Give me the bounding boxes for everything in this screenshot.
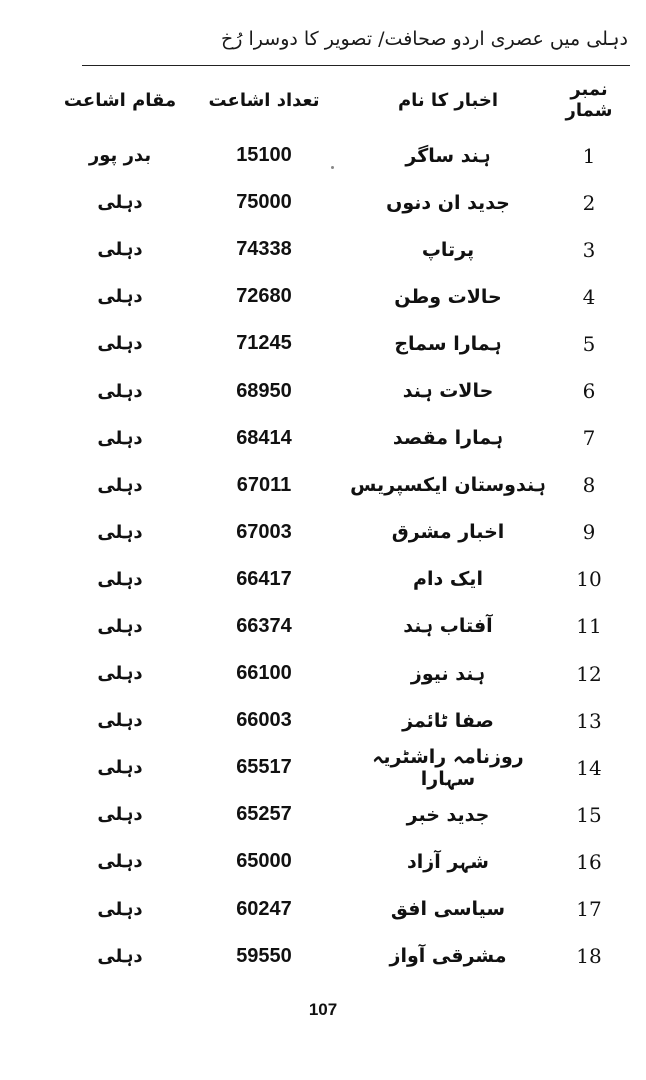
publication-place: دہلی [97, 239, 143, 261]
publication-place: دہلی [97, 710, 143, 732]
table-row [60, 367, 630, 414]
publication-place: دہلی [97, 663, 143, 685]
circulation-value: 15100 [236, 144, 292, 167]
row-number: 11 [576, 614, 602, 639]
newspaper-name: پرتاپ [421, 238, 475, 261]
newspaper-name: صفا ٹائمز [402, 709, 494, 732]
newspaper-name: روزنامہ راشٹریہ سہارا [372, 745, 524, 790]
row-number: 10 [576, 567, 602, 592]
row-number: 3 [582, 237, 596, 262]
table-row [60, 650, 630, 697]
circulation-value: 67003 [236, 520, 292, 543]
newspaper-circulation-table [60, 78, 630, 980]
table-row [60, 462, 630, 509]
publication-place: دہلی [97, 192, 143, 214]
newspaper-name: آفتاب ہند [403, 615, 493, 638]
newspaper-name: ہند نیوز [410, 662, 486, 685]
circulation-value: 68414 [236, 426, 292, 449]
publication-place: دہلی [97, 945, 143, 967]
publication-place: بدر پور [88, 145, 152, 167]
row-number: 1 [582, 143, 596, 168]
newspaper-name: اخبار مشرق [391, 521, 505, 544]
row-number: 2 [582, 190, 596, 215]
page-number: 107 [308, 1000, 338, 1019]
circulation-value: 59550 [236, 944, 292, 967]
table-header-row [60, 78, 630, 122]
table-row [60, 933, 630, 980]
table-row [60, 415, 630, 462]
circulation-value: 66003 [236, 709, 292, 732]
table-row [60, 838, 630, 885]
publication-place: دہلی [97, 615, 143, 637]
circulation-value: 71245 [236, 332, 292, 355]
row-number: 18 [576, 944, 602, 969]
circulation-value: 65517 [236, 756, 292, 779]
row-number: 16 [576, 849, 602, 874]
circulation-value: 66100 [236, 662, 292, 685]
table-row [60, 273, 630, 320]
table-row [60, 744, 630, 791]
circulation-value: 66374 [236, 614, 292, 637]
circulation-value: 60247 [236, 897, 292, 920]
header-place: مقام اشاعت [63, 89, 177, 111]
newspaper-name: مشرقی آواز [389, 945, 507, 968]
circulation-value: 74338 [236, 238, 292, 261]
row-number: 7 [582, 426, 596, 451]
circulation-value: 68950 [236, 379, 292, 402]
publication-place: دہلی [97, 427, 143, 449]
newspaper-name: ہمارا مقصد [392, 427, 504, 450]
publication-place: دہلی [97, 521, 143, 543]
publication-place: دہلی [97, 286, 143, 308]
newspaper-name: ایک دام [413, 568, 483, 591]
header-name: اخبار کا نام [397, 89, 499, 111]
table-row [60, 226, 630, 273]
circulation-value: 66417 [236, 567, 292, 590]
table-row [60, 132, 630, 179]
table-row [60, 603, 630, 650]
table-row [60, 697, 630, 744]
publication-place: دہلی [97, 851, 143, 873]
row-number: 14 [576, 755, 602, 780]
row-number: 15 [576, 802, 602, 827]
table-row [60, 886, 630, 933]
newspaper-name: شہر آزاد [407, 850, 489, 873]
publication-place: دہلی [97, 757, 143, 779]
publication-place: دہلی [97, 474, 143, 496]
circulation-value: 75000 [236, 191, 292, 214]
newspaper-name: ہند ساگر [405, 144, 491, 167]
row-number: 9 [582, 520, 596, 545]
row-number: 12 [576, 661, 602, 686]
circulation-value: 67011 [236, 473, 292, 496]
row-number: 4 [582, 284, 596, 309]
newspaper-name: ہندوستان ایکسپریس [350, 474, 546, 497]
newspaper-name: سیاسی افق [390, 898, 506, 921]
running-head: دہلی میں عصری اردو صحافت/ تصویر کا دوسرا رُخ [221, 28, 628, 50]
circulation-value: 65257 [236, 803, 292, 826]
table-body [60, 132, 630, 980]
row-number: 17 [576, 897, 602, 922]
table-row [60, 556, 630, 603]
row-number: 8 [582, 473, 596, 498]
publication-place: دہلی [97, 804, 143, 826]
newspaper-name: حالات وطن [394, 285, 502, 308]
newspaper-name: ہمارا سماج [394, 332, 502, 355]
table-row [60, 509, 630, 556]
header-circulation: تعداد اشاعت [208, 89, 320, 111]
row-number: 5 [582, 331, 596, 356]
publication-place: دہلی [97, 380, 143, 402]
row-number: 6 [582, 379, 596, 404]
publication-place: دہلی [97, 898, 143, 920]
newspaper-name: حالات ہند [402, 380, 494, 403]
table-row [60, 179, 630, 226]
circulation-value: 65000 [236, 850, 292, 873]
header-rule [82, 65, 630, 66]
newspaper-name: جدید خبر [406, 803, 490, 826]
newspaper-name: جدید ان دنوں [386, 191, 510, 214]
table-row [60, 791, 630, 838]
table-row [60, 320, 630, 367]
publication-place: دہلی [97, 568, 143, 590]
circulation-value: 72680 [236, 285, 292, 308]
header-number: نمبر شمار [565, 79, 613, 121]
row-number: 13 [576, 708, 602, 733]
publication-place: دہلی [97, 333, 143, 355]
